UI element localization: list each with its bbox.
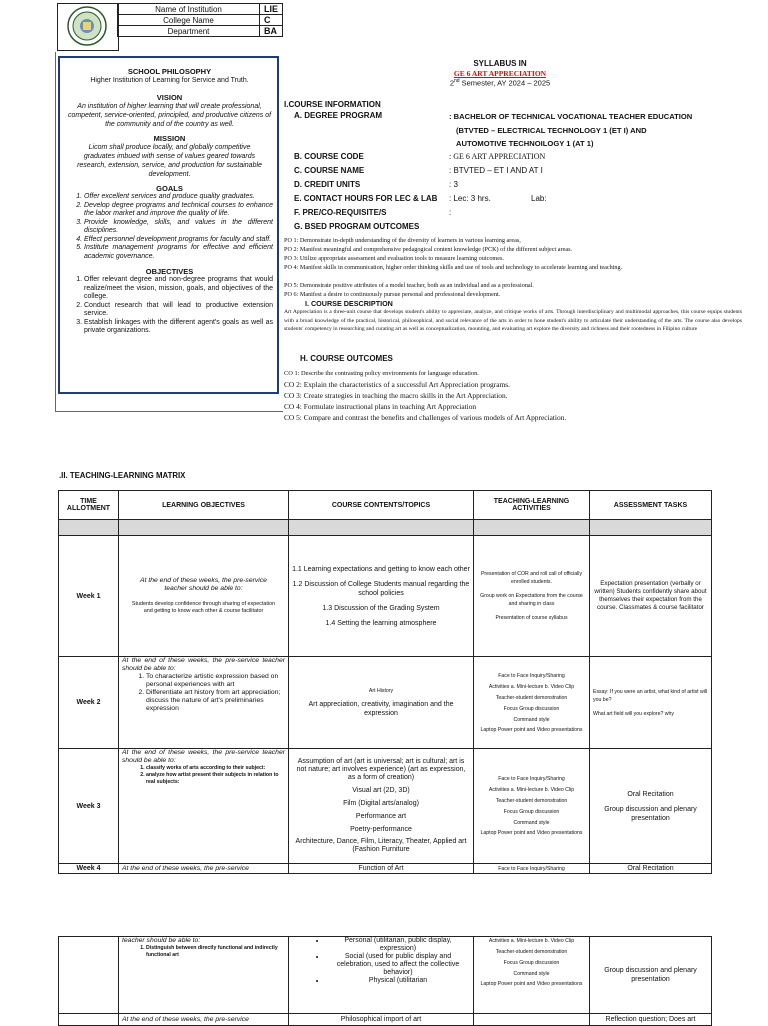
objective-item: 2. analyze how artist present their subjects in relation to real subjects: (146, 772, 285, 786)
program-outcome: PO 3: Utilize appropriate assessment and evaluation tools to measure learning outcomes. (284, 255, 504, 262)
activity-item: Face to Face Inquiry/Sharing (474, 864, 590, 874)
topic-item: Philosophical import of art (289, 1014, 474, 1026)
program-outcome: PO 2: Manifest meaningful and comprehensive pedagogical content knowledge (PCK) of the different subject areas. (284, 246, 573, 253)
goal-item: 2. Develop degree programs and technical courses to enhance the labor market and improve the quality of life. (84, 202, 273, 219)
topic-item: Visual art (2D, 3D) (352, 787, 410, 794)
activity-item: Command style (513, 971, 550, 977)
objective-lead: At the end of these weeks, the pre-service teacher should be able to: (122, 657, 285, 672)
week-label: Week 3 (59, 749, 119, 864)
topic-item: Performance art (355, 813, 407, 820)
topic-item: 1.1 Learning expectations and getting to know each other (292, 565, 470, 573)
program-outcomes-heading: G. BSED PROGRAM OUTCOMES (294, 222, 420, 231)
objective-lead: At the end of these weeks, the pre-service teacher should be able to: (140, 577, 267, 592)
objective-item: 1. To characterize artistic expression based on personal experiences with art (146, 673, 285, 689)
mission-text: Licom shall produce locally, and globally competitive graduates imbued with sense of values geared towards research, extension, service, and production for sustainable development. (77, 144, 262, 178)
vision-title: VISION (156, 93, 183, 102)
objective-item: 1. classify works of arts according to their subject: (146, 765, 285, 772)
header-label: Department (118, 26, 260, 37)
week-label: Week 2 (59, 657, 119, 749)
activity-item: Face to Face Inquiry/Sharing (498, 776, 565, 782)
course-code-label: B. COURSE CODE (294, 152, 364, 161)
assessment-item: Group discussion and plenary presentation (604, 805, 697, 822)
course-outcome: CO 4: Formulate instructional plans in teaching Art Appreciation (284, 402, 477, 411)
lab-label: Lab: (531, 194, 547, 203)
goal-item: 5. Institute management programs for effective and efficient academic governance. (84, 244, 273, 261)
matrix-header-row (59, 491, 712, 520)
learning-objectives-cell (119, 536, 289, 657)
course-outcome: CO 5: Compare and contrast the benefits and challenges of various models of Art Appreciation. (284, 413, 567, 422)
course-code-value: : GE 6 ART APPRECIATION (449, 152, 546, 161)
activity-item: Laptop Power point and Video presentations (480, 981, 583, 987)
assessment-item: Essay: If you were an artist, what kind of artist will you be? (593, 688, 708, 703)
semester-number: 2 (449, 78, 454, 88)
topic-item: Poetry-performance (350, 826, 412, 833)
activity-item: Command style (513, 716, 550, 723)
course-description-heading: I. COURSE DESCRIPTION (305, 299, 393, 308)
program-outcome: PO 6: Manifest a desire to continuously pursue personal and professional development. (284, 291, 501, 298)
activity-item: Activities a. Mini-lecture b. Video Clip (488, 787, 575, 793)
school-philosophy-title: SCHOOL PHILOSOPHY (127, 67, 212, 76)
activities-cell (474, 749, 590, 864)
objective-text: Students develop confidence through sharing of expectation and getting to know each other & course facilitator (131, 601, 276, 614)
prereq-label: F. PRE/CO-REQUISITE/S (294, 208, 387, 217)
logo-cell (57, 3, 119, 51)
vision-text: An institution of higher learning that will create professional, competent, service-oriented, principled, and productive citizens of the community and of the country as well. (67, 103, 272, 128)
activities-cell (474, 937, 590, 1014)
column-header: COURSE CONTENTS/TOPICS (289, 491, 474, 520)
activity-item: Presentation of COR and roll call of officially enrolled students. (480, 571, 583, 585)
topic-item: Art appreciation, creativity, imagination and the expression (308, 701, 454, 717)
week-label: Week 1 (59, 536, 119, 657)
assessment-cell: Expectation presentation (verbally or written) Students confidently share about themselves their expectation from the course. Classmates & course facilitator (590, 536, 712, 657)
objective-item: 1. Distinguish between directly functional and indirectly functional art (146, 945, 285, 959)
program-outcome: PO 1: Demonstrate in-depth understanding of the diversity of learners in various learning areas, (284, 237, 521, 244)
course-info-heading: I.COURSE INFORMATION (284, 100, 381, 109)
goal-item: 4. Effect personnel development programs for faculty and staff. (84, 236, 273, 245)
table-row (59, 937, 712, 1014)
header-value: LIE (259, 4, 282, 15)
institution-seal-icon (58, 4, 116, 48)
objective-item: 2. Differentiate art history from art appreciation; discuss the nature of art's preliminaries expression (146, 689, 285, 713)
assessment-cell (590, 657, 712, 749)
philosophy-box (58, 56, 279, 394)
activity-item: Focus Group discussion (503, 809, 560, 815)
course-name-label: C. COURSE NAME (294, 166, 365, 175)
objective-item: 1. Offer relevant degree and non-degree programs that would realize/meet the vision, mission, goals, and objectives of the college. (84, 276, 273, 302)
credit-units-label: D. CREDIT UNITS (294, 180, 361, 189)
header-label: Name of Institution (118, 4, 260, 15)
topic-item: • Physical (utilitarian (326, 977, 470, 985)
column-header: TEACHING-LEARNING ACTIVITIES (474, 491, 590, 520)
learning-objectives-cell (119, 657, 289, 749)
topics-cell (289, 657, 474, 749)
assessment-item: What art field will you explore? why (593, 710, 675, 717)
course-outcome: CO 1: Describe the contrasting policy environments for language education. (284, 370, 479, 377)
activity-item: Laptop Power point and Video presentations (480, 830, 583, 836)
header-value: C (259, 15, 282, 26)
institution-header-table (117, 3, 283, 37)
mission-title: MISSION (153, 134, 186, 143)
table-row (59, 657, 712, 749)
topic-title: Art History (368, 688, 394, 694)
topic-item: 1.3 Discussion of the Grading System (322, 604, 440, 612)
contact-hours-value: : Lec: 3 hrs. (449, 194, 491, 203)
school-philosophy-text: Higher Institution of Learning for Service and Truth. (90, 77, 249, 84)
goals-list (66, 193, 273, 261)
topics-cell (289, 749, 474, 864)
activity-item: Group work on Expectations from the course and sharing in class (480, 593, 583, 607)
activity-item: Teacher-student demonstration (495, 694, 568, 701)
activities-cell (474, 657, 590, 749)
header-label: College Name (118, 15, 260, 26)
column-header: ASSESSMENT TASKS (590, 491, 712, 520)
activities-cell (474, 536, 590, 657)
topic-item: Film (Digital arts/analog) (343, 800, 419, 807)
page-frame-line (55, 411, 283, 412)
degree-label: A. DEGREE PROGRAM (294, 111, 383, 120)
column-header: TIME ALLOTMENT (59, 491, 119, 520)
activity-item: Teacher-student demonstration (495, 798, 568, 804)
goal-item: 1. Offer excellent services and produce quality graduates. (84, 193, 273, 202)
page-frame-line (55, 52, 56, 412)
objective-lead: teacher should be able to: (122, 937, 201, 944)
course-name-value: : BTVTED – ET I AND AT I (449, 166, 543, 175)
topics-cell (289, 937, 474, 1014)
matrix-heading: .II. TEACHING-LEARNING MATRIX (59, 471, 186, 480)
course-title: GE 6 ART APPRECIATION (453, 69, 547, 78)
activity-item: Face to Face Inquiry/Sharing (498, 672, 565, 679)
objectives-list (66, 276, 273, 336)
learning-objectives-cell (119, 749, 289, 864)
assessment-cell (590, 749, 712, 864)
topic-item: Architecture, Dance, Film, Literacy, Theater, Applied art (Fashion Furniture (295, 838, 467, 853)
assessment-item: Oral Recitation (590, 864, 712, 874)
course-description-text: Art Appreciation is a three-unit course that develops student's ability to appreciate, analyze, and critique works of arts. Through interdisciplinary and multimodal approaches, this course equips students with a broad knowledge of the practical, historical, philosophical, and social relevance of the arts in order to hone student's ability to articulate their understanding of the arts. The course also develops students' competency in researching and curating art as well as conceptualization, mounting, and evaluating art explore the diversity and richness and their rootedness in Filipino culture (284, 309, 742, 333)
week-label: Week 4 (59, 864, 119, 874)
objective-item: 3. Establish linkages with the different agent's goals as well as private organizations. (84, 319, 273, 336)
degree-value: : BACHELOR OF TECHNICAL VOCATIONAL TEACHER EDUCATION (449, 112, 693, 121)
topic-item: Assumption of art (art is universal; art is cultural; art is not nature; art involves experience) (art as expression, as a form of creation) (296, 758, 466, 781)
objective-item: 2. Conduct research that will lead to productive extension service. (84, 302, 273, 319)
topic-item: Function of Art (289, 864, 474, 874)
objective-lead: At the end of these weeks, the pre-service teacher should be able to: (122, 749, 285, 764)
course-outcomes-heading: H. COURSE OUTCOMES (300, 354, 393, 363)
degree-value: AUTOMOTIVE TECHNOILOGY 1 (AT 1) (456, 139, 594, 148)
objective-lead: At the end of these weeks, the pre-service (119, 1014, 289, 1026)
semester-suffix: nd (453, 78, 460, 84)
semester-line (420, 78, 580, 88)
matrix-spacer-row (59, 520, 712, 536)
topic-item: 1.2 Discussion of College Students manual regarding the school policies (292, 580, 470, 597)
table-row (59, 536, 712, 657)
learning-objectives-cell (119, 937, 289, 1014)
syllabus-title: SYLLABUS IN (473, 59, 527, 68)
header-value: BA (259, 26, 282, 37)
teaching-learning-matrix-continued (58, 936, 712, 1026)
table-row (59, 749, 712, 864)
course-outcome: CO 3: Create strategies in teaching the macro skills in the Art Appreciation. (284, 391, 508, 400)
activity-item: Activities a. Mini-lecture b. Video Clip (488, 938, 575, 944)
semester-text: Semester, AY 2024 – 2025 (459, 78, 551, 88)
assessment-item: Reflection question; Does art (590, 1014, 712, 1026)
program-outcome: PO 5: Demonstrate positive attributes of a model teacher, both as an individual and as a professional. (284, 282, 534, 289)
objectives-title: OBJECTIVES (145, 267, 194, 276)
table-row (59, 864, 712, 874)
activity-item: Activities a. Mini-lecture b. Video Clip (488, 683, 575, 690)
assessment-cell: Group discussion and plenary presentation (590, 937, 712, 1014)
prereq-value: : (449, 208, 452, 217)
goals-title: GOALS (156, 184, 183, 193)
topic-item: • Personal (utilitarian, public display, expression) (326, 937, 470, 953)
assessment-item: Oral Recitation (627, 790, 674, 798)
contact-hours-label: E. CONTACT HOURS FOR LEC & LAB (294, 194, 438, 203)
activity-item: Focus Group discussion (503, 705, 560, 712)
activity-item: Focus Group discussion (503, 960, 560, 966)
objective-lead: At the end of these weeks, the pre-service (119, 864, 289, 874)
course-outcome: CO 2: Explain the characteristics of a successful Art Appreciation programs. (284, 380, 510, 389)
column-header: LEARNING OBJECTIVES (119, 491, 289, 520)
credit-units-value: : 3 (449, 180, 458, 189)
activity-item: Command style (513, 820, 550, 826)
degree-value: (BTVTED – ELECTRICAL TECHNOLOGY 1 (ET I) AND (456, 126, 647, 135)
teaching-learning-matrix (58, 490, 712, 874)
activity-item: Laptop Power point and Video presentations (480, 726, 583, 733)
activity-item: Presentation of course syllabus (495, 615, 568, 621)
goal-item: 3. Provide knowledge, skills, and values in the different disciplines. (84, 219, 273, 236)
topics-cell (289, 536, 474, 657)
topic-item: 1.4 Setting the learning atmosphere (325, 619, 437, 627)
program-outcome: PO 4: Manifest skills in communication, higher order thinking skills and use of tools and technology to accelerate learning and teaching. (284, 264, 623, 271)
topic-item: • Social (used for public display and celebration, used to affect the collective behavior) (326, 953, 470, 977)
activity-item: Teacher-student demonstration (495, 949, 568, 955)
